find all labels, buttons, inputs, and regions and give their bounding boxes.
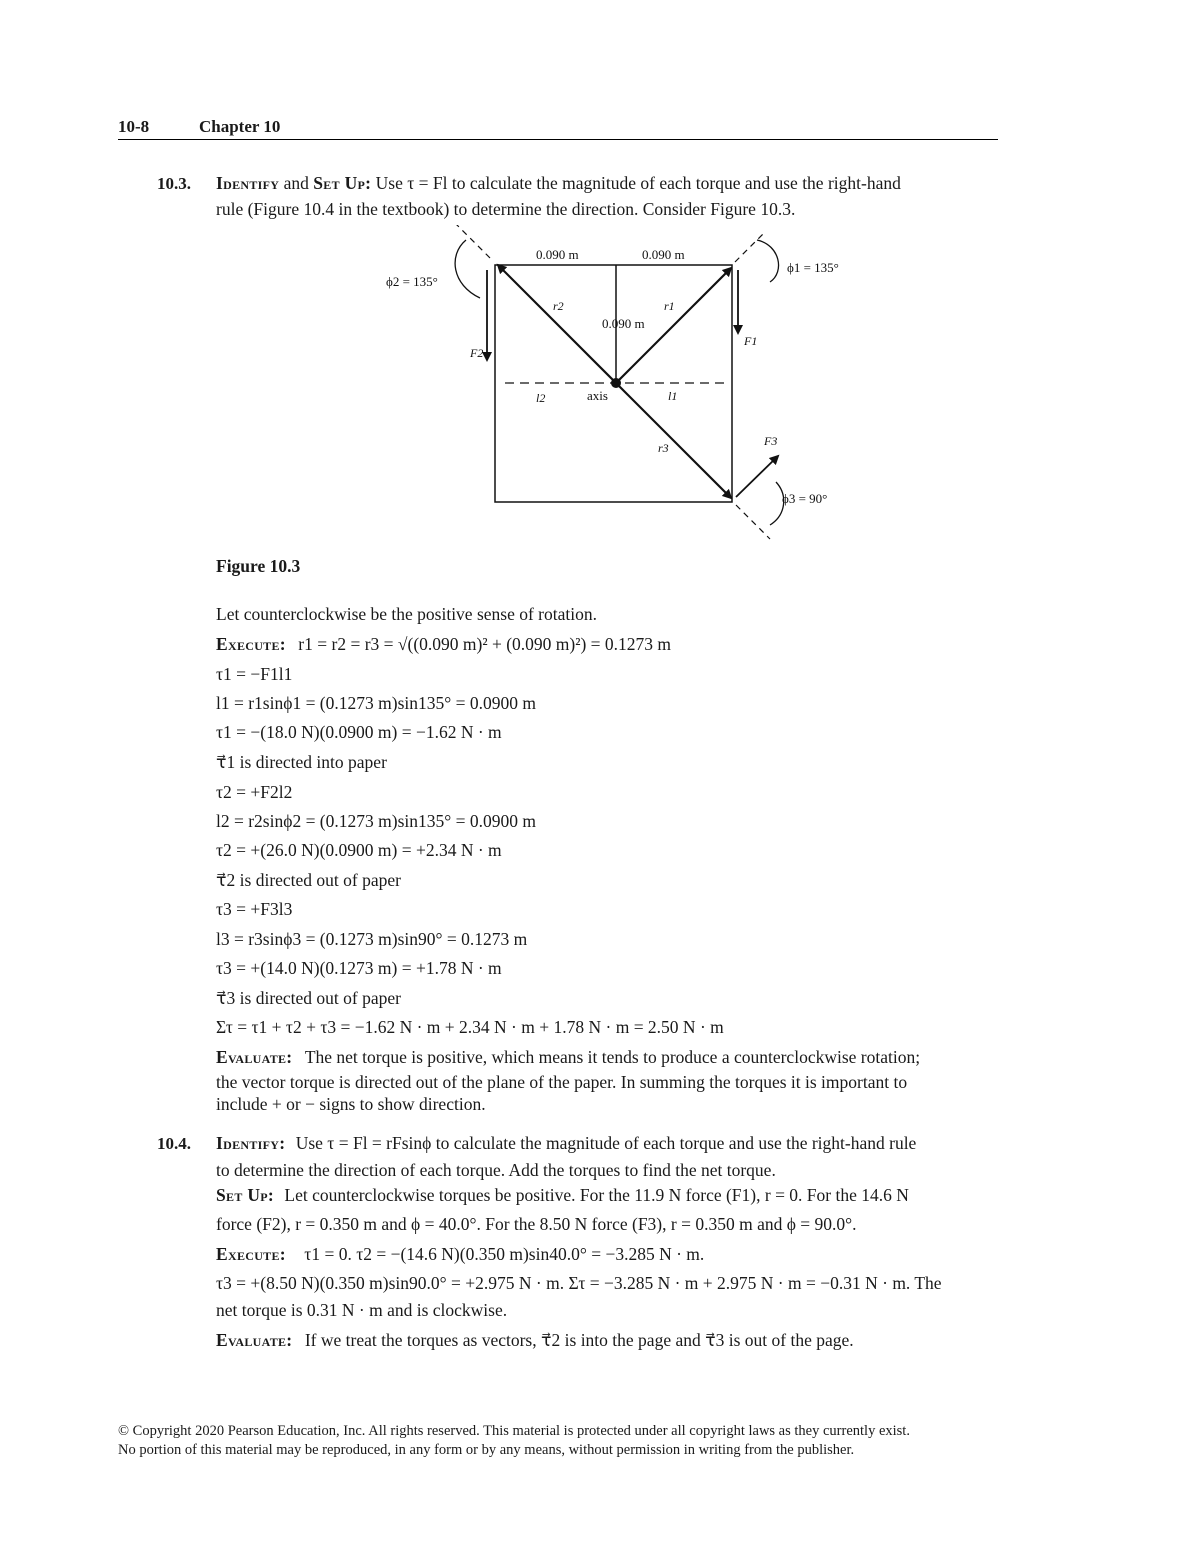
running-header [118, 117, 998, 140]
l2-label: l2 [536, 391, 546, 405]
problem-10-4-identify-line2: to determine the direction of each torque. Add the torques to find the net torque. [216, 1160, 776, 1180]
figure-caption: Figure 10.3 [216, 556, 301, 576]
problem-10-4-execute-line2: τ3 = +(8.50 N)(0.350 m)sin90.0° = +2.975 N · m. Στ = −3.285 N · m + 2.975 N · m = −0.31 N · m. The [216, 1273, 942, 1293]
r1-label: r1 [664, 299, 675, 313]
evaluate-text: If we treat the torques as vectors, τ⃗2 is into the page and τ⃗3 is out of the page. [304, 1330, 854, 1350]
figure-10-3 [380, 225, 860, 545]
axis-point [611, 378, 621, 388]
eq-line: τ2 = +(26.0 N)(0.0900 m) = +2.34 N · m [216, 840, 502, 860]
evaluate-line1 [216, 1046, 920, 1068]
execute-label: Execute: [216, 634, 286, 654]
phi1-label: ϕ1 = 135° [787, 260, 839, 275]
phi3-label: ϕ3 = 90° [782, 491, 828, 506]
r2-label: r2 [553, 299, 564, 313]
evaluate-line3: include + or − signs to show direction. [216, 1094, 486, 1114]
eq-line: τ3 = +F3l3 [216, 899, 293, 919]
copyright-line2: No portion of this material may be reproduced, in any form or by any means, without permission in writing from the publisher. [118, 1442, 855, 1458]
problem-10-4-identify-line1 [216, 1132, 916, 1154]
problem-number-10-3: 10.3. [157, 174, 191, 193]
eq-line: τ⃗3 is directed out of paper [216, 988, 401, 1008]
F3-label: F3 [764, 434, 778, 448]
F2-label: F2 [470, 346, 484, 360]
execute-line [216, 633, 671, 655]
identify-label: Identify [216, 173, 280, 193]
dim-right-label: 0.090 m [642, 247, 685, 262]
identify-label: Identify: [216, 1133, 286, 1153]
problem-10-4-execute-line1 [216, 1243, 704, 1265]
evaluate-line2: the vector torque is directed out of the plane of the paper. In summing the torques it is important to [216, 1072, 908, 1092]
chapter-title: Chapter 10 [199, 117, 281, 136]
intro-text: Use τ = Fl to calculate the magnitude of each torque and use the right-hand [375, 173, 901, 193]
phi1-arc [757, 240, 779, 282]
phi2-label: ϕ2 = 135° [386, 274, 438, 289]
page-number: 10-8 [118, 117, 150, 136]
evaluate-text: The net torque is positive, which means it tends to produce a counterclockwise rotation; [304, 1047, 921, 1067]
problem-10-3-intro-line2: rule (Figure 10.4 in the textbook) to determine the direction. Consider Figure 10.3. [216, 199, 796, 219]
copyright-line1: © Copyright 2020 Pearson Education, Inc. All rights reserved. This material is protected under all copyright laws as they currently exist. [118, 1423, 910, 1439]
setup-label: Set Up: [216, 1185, 275, 1205]
problem-10-4-setup-line1 [216, 1184, 909, 1206]
F3-arrow [736, 456, 778, 497]
r1-extension [735, 232, 765, 262]
eq-line: τ2 = +F2l2 [216, 782, 293, 802]
identify-text: Use τ = Fl = rFsinϕ to calculate the magnitude of each torque and use the right-hand rule [295, 1133, 917, 1153]
setup-text: Let counterclockwise torques be positive. For the 11.9 N force (F1), r = 0. For the 14.6 N [284, 1185, 909, 1205]
problem-10-4-evaluate-line [216, 1329, 854, 1351]
evaluate-label: Evaluate: [216, 1330, 293, 1350]
eq-line: τ1 = −F1l1 [216, 664, 293, 684]
problem-10-3-intro-line1 [216, 172, 901, 194]
dim-left-label: 0.090 m [536, 247, 579, 262]
eq-line: τ⃗2 is directed out of paper [216, 870, 401, 890]
eq-line: l3 = r3sinϕ3 = (0.1273 m)sin90° = 0.1273 m [216, 929, 528, 949]
r2-extension [455, 225, 490, 258]
setup-label: Set Up: [313, 173, 372, 193]
r3-extension [736, 505, 770, 539]
and-word: and [283, 173, 309, 193]
eq-line: l1 = r1sinϕ1 = (0.1273 m)sin135° = 0.0900 m [216, 693, 536, 713]
problem-10-4-setup-line2: force (F2), r = 0.350 m and ϕ = 40.0°. For the 8.50 N force (F3), r = 0.350 m and ϕ = 90.0°. [216, 1214, 857, 1234]
eq-line: Στ = τ1 + τ2 + τ3 = −1.62 N · m + 2.34 N · m + 1.78 N · m = 2.50 N · m [216, 1017, 724, 1037]
evaluate-label: Evaluate: [216, 1047, 293, 1067]
l1-label: l1 [668, 389, 678, 403]
sense-text: Let counterclockwise be the positive sense of rotation. [216, 604, 597, 624]
eq-line: τ3 = +(14.0 N)(0.1273 m) = +1.78 N · m [216, 958, 502, 978]
F1-label: F1 [744, 334, 758, 348]
dim-vertical-label: 0.090 m [602, 316, 645, 331]
execute-equation: r1 = r2 = r3 = √((0.090 m)² + (0.090 m)²) = 0.1273 m [298, 634, 672, 654]
r2-line [498, 265, 616, 383]
r3-label: r3 [658, 441, 669, 455]
eq-line: τ1 = −(18.0 N)(0.0900 m) = −1.62 N · m [216, 722, 502, 742]
problem-10-4-execute-line3: net torque is 0.31 N · m and is clockwise. [216, 1300, 508, 1320]
eq-line: τ⃗1 is directed into paper [216, 752, 387, 772]
problem-number-10-4: 10.4. [157, 1134, 191, 1153]
execute-label: Execute: [216, 1244, 286, 1264]
axis-label: axis [587, 388, 608, 403]
eq-line: l2 = r2sinϕ2 = (0.1273 m)sin135° = 0.0900 m [216, 811, 536, 831]
execute-text: τ1 = 0. τ2 = −(14.6 N)(0.350 m)sin40.0° = −3.285 N · m. [304, 1244, 705, 1264]
phi2-arc [455, 240, 480, 298]
